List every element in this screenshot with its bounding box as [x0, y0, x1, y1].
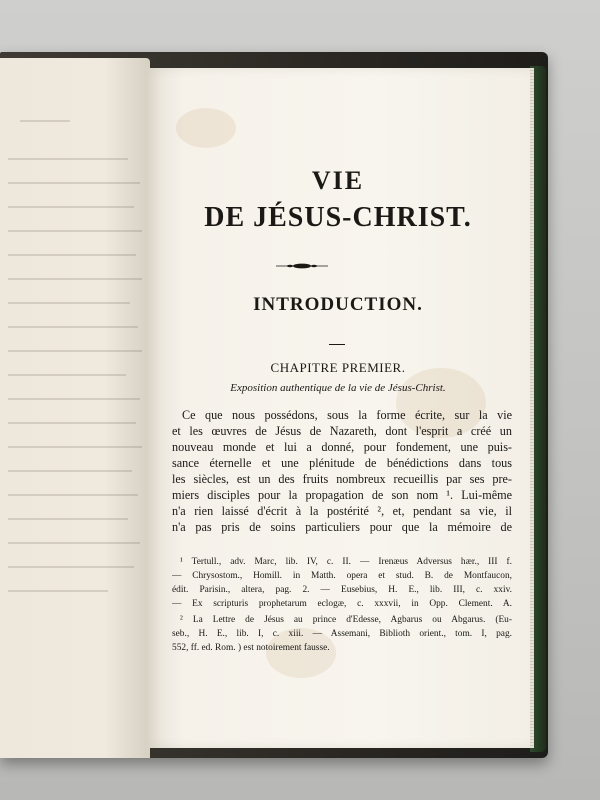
- footnote-line: ¹ Tertull., adv. Marc, lib. IV, c. II. — Irenæus Adversus hær., III f.: [180, 557, 512, 567]
- body-line: sance éternelle et une plénitude de bénédictions dans tous: [172, 456, 512, 470]
- section-heading: INTRODUCTION.: [253, 294, 423, 315]
- heading-dash-divider: [329, 344, 345, 345]
- body-line: Ce que nous possédons, sous la forme écrite, sur la vie: [182, 408, 512, 422]
- chapter-subtitle: Exposition authentique de la vie de Jésus-Christ.: [230, 382, 446, 394]
- body-line: nouveau monde et lui a donné, pour fondement, une puis-: [172, 440, 512, 454]
- footnote-line: ² La Lettre de Jésus au prince d'Edesse, Agbarus ou Abgarus. (Eu-: [180, 615, 512, 625]
- footnote-line: — Ex scripturis prophetarum eclogæ, c. xxxvii, in Opp. Clement. A.: [172, 599, 512, 609]
- body-line: et les œuvres de Jésus de Nazareth, dont l'esprit a créé un: [172, 424, 512, 438]
- footnote-line: — Chrysostom., Homill. in Matth. opera et stud. B. de Montfaucon,: [172, 571, 512, 581]
- book-title-line-1: VIE: [311, 166, 365, 195]
- body-line: miers disciples pour la propagation de son nom ¹. Lui-même: [172, 488, 512, 502]
- right-page: [146, 68, 530, 748]
- ornament-divider-icon: [276, 262, 328, 270]
- footnote-line: seb., H. E., lib. I, c. xiii. — Assemani, Biblioth orient., tom. I, pag.: [172, 629, 512, 639]
- left-page: [0, 58, 150, 758]
- body-line: n'a rien laissé d'écrit à la postérité ², et, pendant sa vie, il: [172, 504, 512, 518]
- book-title-line-2: DE JÉSUS-CHRIST.: [204, 202, 472, 233]
- body-line: n'a pas pris de soins particuliers pour que la mémoire de: [172, 520, 512, 534]
- footnote-line: 552, ff. ed. Rom. ) est notoirement fausse.: [172, 643, 330, 653]
- body-line: les siècles, est un des fruits nombreux recueillis par ses pre-: [172, 472, 512, 486]
- footnote-line: édit. Parisin., altera, pag. 2. — Eusebius, H. E., lib. III, c. xxiv.: [172, 585, 512, 595]
- chapter-heading: CHAPITRE PREMIER.: [270, 360, 406, 375]
